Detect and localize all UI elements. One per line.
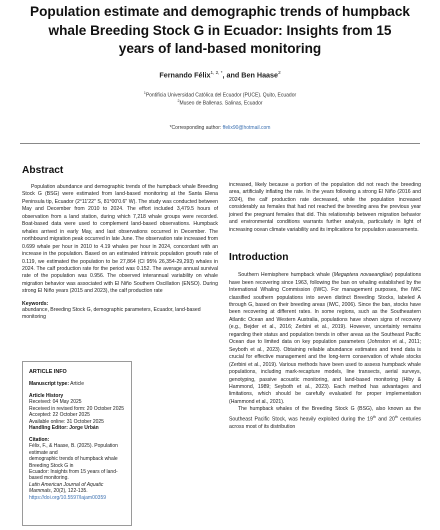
ordinal-suffix: th (372, 414, 376, 419)
citation-line: Félix, F., & Haase, B. (2025). Population estimate and (29, 443, 118, 456)
citation-doi-link[interactable]: https://doi.org/10.5597/lajam00359 (29, 494, 106, 501)
citation-label: Citation: (29, 437, 50, 444)
article-info-heading: ARTICLE INFO (29, 369, 67, 375)
history-item: Accepted: 22 October 2025 (29, 412, 90, 419)
citation-line: Ecuador: Insights from 15 years of land-based monitoring. (29, 469, 118, 482)
abstract-heading: Abstract (22, 165, 64, 176)
affiliation-text: Pontificia Universidad Católica del Ecuador (PUCE). Quito, Ecuador (145, 92, 297, 99)
author-name: Ben Haase (241, 70, 279, 80)
author-affiliation-marker: 2 (278, 70, 281, 75)
introduction-paragraph (229, 272, 421, 406)
corresponding-email-link[interactable]: ffelix90@hotmail.com (222, 125, 271, 131)
introduction-heading: Introduction (229, 252, 289, 264)
intro-p2-text-c: centuries across most of its distribution (229, 416, 421, 430)
history-item: Available online: 31 October 2025 (29, 418, 104, 425)
intro-p2-text-a: The humpback whales of the Breeding Stock G (BSG), also known as the Southeast Pacific Stock, was heavily exploited during the 19 (229, 406, 421, 423)
citation-line: demographic trends of humpback whale Breeding Stock G in (29, 456, 118, 469)
abstract-text: Population abundance and demographic trends of the humpback whale Breeding Stock G (BSG) were estimated from land-based monitoring at the Santa Elena Peninsula tip, Ecuador (2°11'22" S, 81°00'0.6" W). The study was conducted between May and December from 2010 to 2024. The effort included 3,479.5 hours of observation from a land station, during which 7,218 whale groups were recorded. Boat-based data were used to complement land-based observations. Humpback whales arrived in early May, and last observations occurred in December. The northbound migration peak occurred in late June. The observation rate increased from 0.699 whale per hour in 2010 to 4.19 whales per hour in 2024, concordant with an increase in the population. Based on an estimated intrinsic population growth rate of 0.119, we estimated the population to be 27,864 (CI 95% 26,354-29,293) whales in 2024. The calf production rate for the period was 0.152. The average annual survival rate of the population was 0.956. The observed interannual variability on whale migration behavior was associated with El Niño Southern Oscillation (ENSO). During strong El Niño years (2015 and 2023), the calf production rate (22, 184, 218, 295)
intro-p1-text-a: Southern Hemisphere humpback whale ( (238, 272, 334, 279)
history-item: Handling Editor: Jorge Urbán (29, 425, 99, 432)
right-column (229, 182, 421, 431)
abstract-continued-text: increased, likely because a portion of the population did not reach the breeding area, artificially inflating the rate. In the years following a strong El Niño (2016 and 2024), the calf production rate decreased, while the population increased considerably as females that had not reached the breeding area the previous year joined the pregnant females that did. This relationship between migration behavior and environmental conditions warrants further analysis, particularly in light of increasing ocean climate variability and its implications for population assessments. (229, 182, 421, 233)
keywords-label: Keywords: (22, 300, 49, 307)
author-affiliation-marker: 1, 2, * (210, 70, 223, 75)
citation-journal-line (29, 482, 125, 501)
intro-p2-text-b: and 20 (375, 416, 395, 423)
introduction-paragraph (229, 406, 421, 431)
manuscript-type-label: Manuscript type: (29, 381, 70, 387)
paper-title: Population estimate and demographic trends of humpback whale Breeding Stock G in Ecuador: Insights from 15 years of land-based monitoring (30, 4, 410, 56)
author-joiner: , and (222, 70, 242, 80)
history-item: Received: 04 May 2025 (29, 399, 82, 406)
author-list (0, 70, 440, 79)
header-divider (20, 143, 420, 144)
corresponding-label: *Corresponding author: (169, 125, 222, 131)
corresponding-author (0, 125, 440, 131)
affiliation (0, 91, 440, 99)
left-column (22, 165, 218, 321)
keywords-text: abundance, Breeding Stock G, demographic parameters, Ecuador, land-based monitoring (22, 306, 201, 321)
affiliation-marker: 1 (143, 91, 146, 95)
article-history-label: Article History (29, 393, 64, 400)
affiliation (0, 99, 440, 107)
citation-volume: , 20(2), 122-135. (50, 488, 88, 495)
affiliation-marker: 2 (177, 99, 180, 103)
history-item: Received in revised form: 20 October 2025 (29, 405, 125, 412)
affiliation-text: Museo de Ballenas. Salinas, Ecuador (179, 100, 263, 107)
intro-p1-text-b: ) populations have been recovering since 1963, following the ban on whaling established by the International Whaling Commission (IWC). For management purposes, the IWC classified southern populations into seven distinct Breeding Stocks, labeled A through G, based on their breeding areas (IWC, 2006). Since the ban, stocks have been recovering at different rates. In some regions, such as the Southeastern Atlantic Ocean and Western Australia, populations have shown signs of recovery (e.g., Bejder et al., 2016; Zerbini et al., 2019). However, uncertainty remains regarding their status and population trends in other areas as the Southeast Pacific Ocean due to limited data on key population parameters (Johnston et al., 2011; Seyboth et al., 2023). Obtaining reliable abundance estimates and trend data is crucial for effective management and the long-term conservation of whale stocks (Zerbini et al., 2019). Various methods have been used to assess humpback whale populations, including mark-recapture models, line transects, aerial surveys, genotyping, passive acoustic monitoring, and land-based monitoring (Hiby & Hammond, 1989; Seyboth et al., 2023). Each method has advantages and limitations, which should be carefully evaluated for proper implementation (Hammond et al., 2021). (229, 272, 422, 405)
article-info-box (22, 361, 132, 526)
citation-journal: Latin American Journal of Aquatic Mammals (29, 481, 104, 495)
ordinal-suffix: th (394, 414, 398, 419)
species-name: Megaptera novaeangliae (333, 272, 391, 279)
author-name: Fernando Félix (159, 70, 211, 80)
manuscript-type-value: Article (70, 381, 85, 387)
